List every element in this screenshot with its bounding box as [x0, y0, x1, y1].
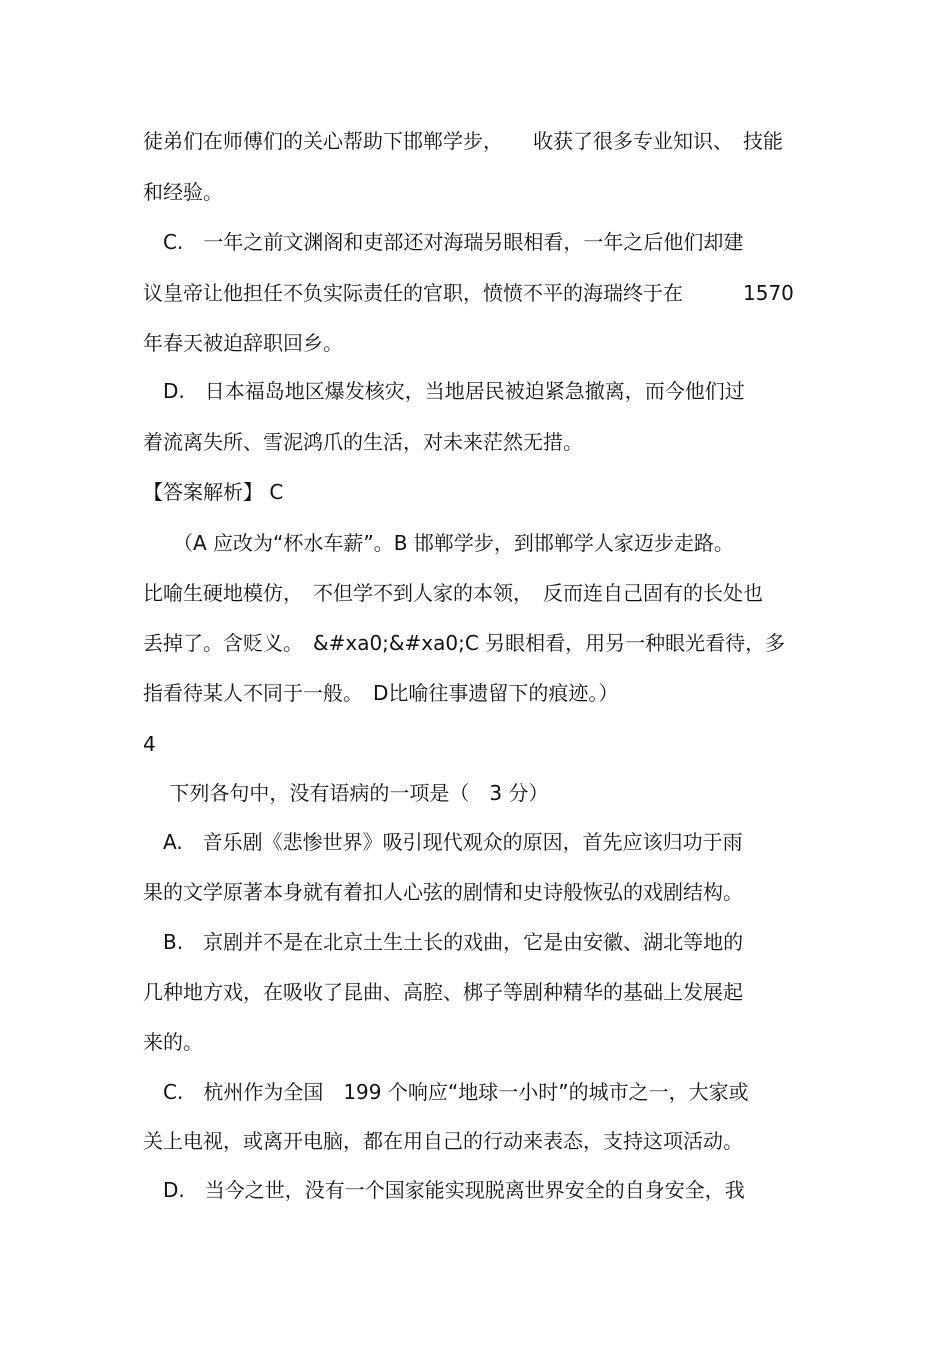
question-stem: 下列各句中，没有语病的一项是（ 3 分）: [143, 781, 549, 805]
text-line: 果的文学原著本身就有着扣人心弦的剧情和史诗般恢弘的戏剧结构。: [143, 880, 743, 904]
explanation-line: 指看待某人不同于一般。 D比喻往事遗留下的痕迹。）: [143, 681, 619, 705]
text-line: 议皇帝让他担任不负实际责任的官职，愤愤不平的海瑞终于在 1570: [143, 281, 794, 305]
text-line: 徒弟们在师傅们的关心帮助下邯郸学步， 收获了很多专业知识、 技能: [143, 129, 783, 153]
option-c-line: C. 一年之前文渊阁和吏部还对海瑞另眼相看，一年之后他们却建: [143, 230, 744, 254]
option-a-line: A. 音乐剧《悲惨世界》吸引现代观众的原因，首先应该归功于雨: [143, 830, 743, 854]
text-line: 关上电视，或离开电脑，都在用自己的行动来表态，支持这项活动。: [143, 1129, 743, 1153]
option-c-line: C. 杭州作为全国 199 个响应“地球一小时”的城市之一，大家或: [143, 1080, 749, 1104]
explanation-line: （A 应改为“杯水车薪”。B 邯郸学步，到邯郸学人家迈步走路。: [143, 531, 734, 555]
question-number: 4: [143, 732, 156, 756]
answer-heading: 【答案解析】 C: [143, 480, 284, 504]
text-line: 和经验。: [143, 180, 223, 204]
explanation-line: 丢掉了。含贬义。 &#xa0;&#xa0;C 另眼相看，用另一种眼光看待，多: [143, 631, 786, 655]
text-line: 来的。: [143, 1030, 203, 1054]
text-line: 着流离失所、雪泥鸿爪的生活，对未来茫然无措。: [143, 430, 583, 454]
option-d-line: D. 当今之世，没有一个国家能实现脱离世界安全的自身安全，我: [143, 1178, 745, 1202]
option-d-line: D. 日本福岛地区爆发核灾，当地居民被迫紧急撤离，而今他们过: [143, 379, 745, 403]
explanation-line: 比喻生硬地模仿， 不但学不到人家的本领， 反而连自己固有的长处也: [143, 581, 763, 605]
text-line: 年春天被迫辞职回乡。: [143, 331, 343, 355]
text-line: 几种地方戏，在吸收了昆曲、高腔、梆子等剧种精华的基础上发展起: [143, 980, 743, 1004]
option-b-line: B. 京剧并不是在北京土生土长的戏曲，它是由安徽、湖北等地的: [143, 930, 744, 954]
